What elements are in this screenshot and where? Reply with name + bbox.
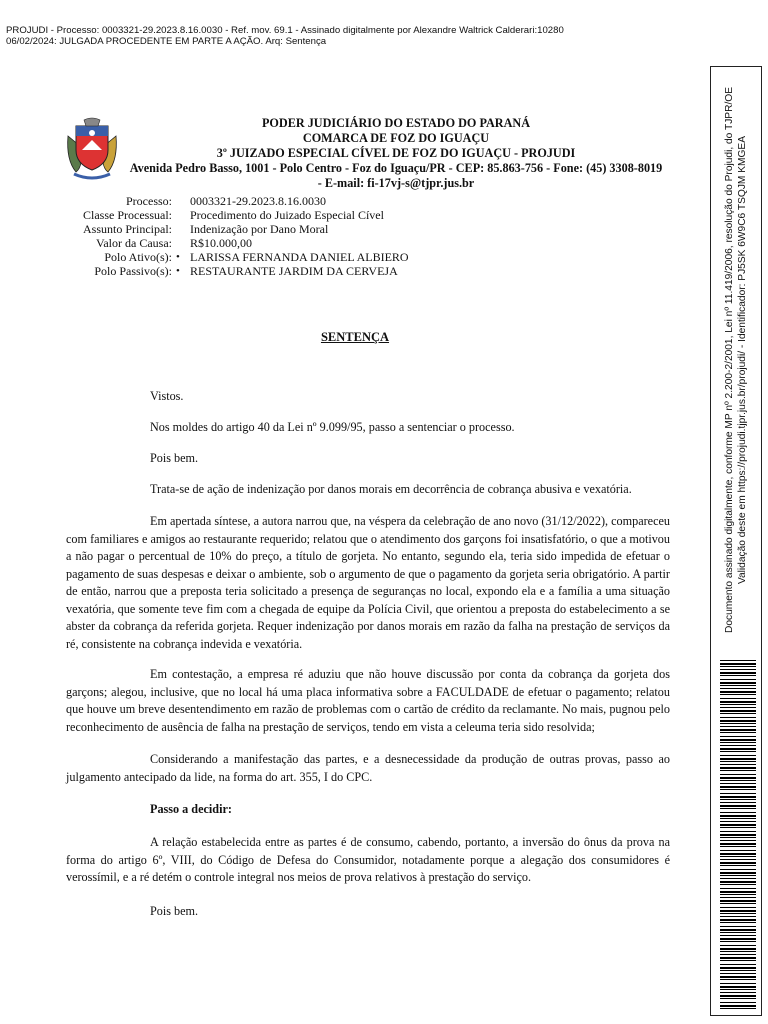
case-info-block <box>66 194 409 278</box>
paragraph: Pois bem. <box>150 451 199 465</box>
paragraph: Considerando a manifestação das partes, e a desnecessidade da produção de outras provas, passo ao julgamento antecipado da lide, na forma do art. 355, I do CPC. <box>66 752 670 784</box>
letterhead-line-3: 3º JUIZADO ESPECIAL CÍVEL DE FOZ DO IGUAÇU - PROJUDI <box>216 146 576 160</box>
paragraph: Nos moldes do artigo 40 da Lei nº 9.099/95, passo a sentenciar o processo. <box>150 420 515 434</box>
case-info-value: LARISSA FERNANDA DANIEL ALBIERO <box>190 250 409 264</box>
case-info-label: Valor da Causa: <box>96 236 172 250</box>
paragraph: Em contestação, a empresa ré aduziu que não houve discussão por conta da cobrança da gorjeta dos garçons; alegou, inclusive, que no local há uma placa informativa sobre a FACULDADE de efetuar o pagamento; relatou que houve um breve desentendimento em razão de problemas com o cartão de crédito da reclamante. No mais, pugnou pelo reconhecimento de ausência de falha na prestação de serviços, tendo em vista a celeuma teria sido resolvida; <box>66 667 670 734</box>
validation-stamp <box>723 80 749 640</box>
validation-line-1: Documento assinado digitalmente, conforme MP nº 2.200-2/2001, Lei nº 11.419/2006, resolução do Projudi, do TJPR/OE <box>724 87 735 634</box>
case-info-bullet <box>176 236 190 250</box>
document-title: SENTENÇA <box>320 330 390 344</box>
parana-coat-of-arms-icon <box>64 116 120 180</box>
case-info-bullet <box>176 194 190 208</box>
paragraph: Em apertada síntese, a autora narrou que, na véspera da celebração de ano novo (31/12/2022), compareceu com familiares e amigos ao restaurante requerido; relatou que o atendimento dos garçons foi insatisfatório, o que a motivou a não pagar o percentual de 10% do preço, a título de gorjeta. No entanto, segundo ela, teria sido impedida de efetuar o pagamento de suas despesas e deixar o ambiente, sob o argumento de que o pagamento da gorjeta seria obrigatório. A partir de então, narrou que a preposta teria solicitado a presença de seguranças no local, expondo ela e a família a uma situação vexatória, que somente teve fim com a chegada de equipe da Polícia Civil, que orientou a preposta do estabelecimento a se abster da cobrança da referida gorjeta. Requer indenização por danos morais em razão da falha na prestação de serviços da ré, consistente na cobrança indevida e vexatória. <box>66 514 670 651</box>
case-info-value: 0003321-29.2023.8.16.0030 <box>190 194 326 208</box>
case-info-label: Polo Ativo(s): <box>104 250 172 264</box>
letterhead-line-2: COMARCA DE FOZ DO IGUAÇU <box>302 131 490 145</box>
case-info-value: R$10.000,00 <box>190 236 253 250</box>
paragraph: Pois bem. <box>150 904 199 918</box>
case-info-bullet <box>176 208 190 222</box>
barcode-icon <box>720 660 756 1010</box>
section-heading: Passo a decidir: <box>150 802 232 816</box>
case-info-label: Classe Processual: <box>83 208 172 222</box>
case-info-row <box>66 194 409 208</box>
case-info-label: Polo Passivo(s): <box>94 264 172 278</box>
case-info-value: Indenização por Dano Moral <box>190 222 329 236</box>
case-info-row <box>66 236 409 250</box>
case-info-label: Assunto Principal: <box>83 222 172 236</box>
bullet-icon: • <box>176 251 180 263</box>
case-info-value: Procedimento do Juizado Especial Cível <box>190 208 384 222</box>
case-info-label: Processo: <box>126 194 172 208</box>
paragraph: Trata-se de ação de indenização por danos morais em decorrência de cobrança abusiva e vexatória. <box>150 482 632 496</box>
stamp-line-1: PROJUDI - Processo: 0003321-29.2023.8.16.0030 - Ref. mov. 69.1 - Assinado digitalmente por Alexandre Waltrick Calderari:10280 <box>6 25 564 36</box>
case-info-row <box>66 264 409 278</box>
case-info-row <box>66 222 409 236</box>
letterhead-email: - E-mail: fi-17vj-s@tjpr.jus.br <box>317 176 475 190</box>
case-info-row <box>66 208 409 222</box>
bullet-icon: • <box>176 265 180 277</box>
letterhead <box>118 116 674 191</box>
case-info-bullet <box>176 222 190 236</box>
stamp-line-2: 06/02/2024: JULGADA PROCEDENTE EM PARTE A AÇÃO. Arq: Sentença <box>6 36 327 47</box>
letterhead-address: Avenida Pedro Basso, 1001 - Polo Centro - Foz do Iguaçu/PR - CEP: 85.863-756 - Fone: (45) 3308-8019 <box>129 161 663 175</box>
case-info-row <box>66 250 409 264</box>
case-info-value: RESTAURANTE JARDIM DA CERVEJA <box>190 264 398 278</box>
validation-line-2: Validação deste em https://projudi.tjpr.jus.br/projudi/ - Identificador: PJ5SK 6W9C6 TSQJM KMGEA <box>737 135 748 585</box>
letterhead-line-1: PODER JUDICIÁRIO DO ESTADO DO PARANÁ <box>261 116 531 130</box>
paragraph: Vistos. <box>150 389 184 403</box>
signature-stamp <box>6 25 706 47</box>
paragraph: A relação estabelecida entre as partes é de consumo, cabendo, portanto, a inversão do ônus da prova na forma do artigo 6º, VIII, do Código de Defesa do Consumidor, notadamente porque a alegação dos consumidores é verossímil, e a ré detém o controle integral nos meios de prova relativos à prestação do serviço. <box>66 835 670 884</box>
